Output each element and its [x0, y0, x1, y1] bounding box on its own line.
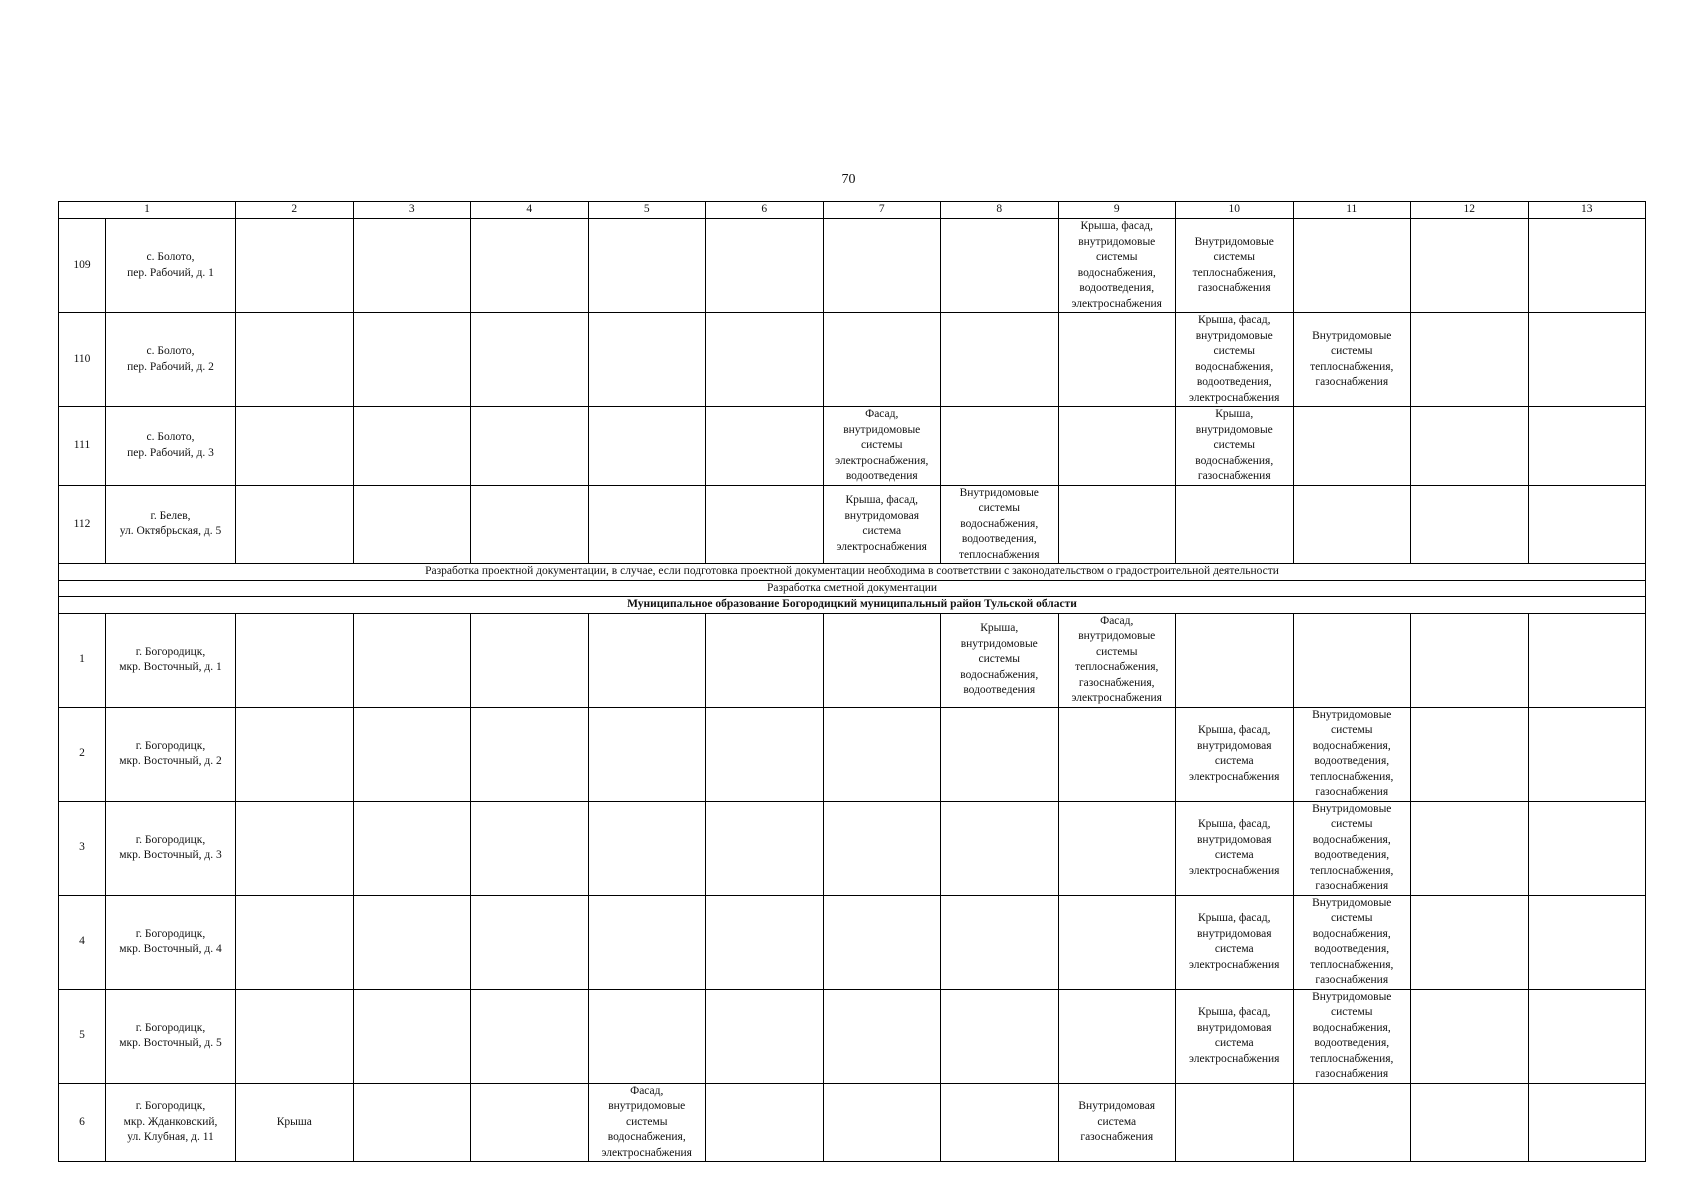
work-cell-col8: [941, 485, 1059, 564]
address-cell: [106, 707, 236, 801]
work-cell-col11: [1293, 407, 1411, 486]
work-cell-col11: [1293, 219, 1411, 313]
cell-text: Внутридомовые системы водоснабжения, водоотведения, теплоснабжения, газоснабжения: [1310, 802, 1394, 892]
work-cell-col11: [1293, 485, 1411, 564]
work-cell-col5: [588, 707, 706, 801]
work-cell-col13: [1528, 313, 1646, 407]
work-cell-col11: [1293, 613, 1411, 707]
address-cell: [106, 801, 236, 895]
work-cell-col6: [706, 407, 824, 486]
work-cell-col9: [1058, 485, 1176, 564]
cell-text: Внутридомовые системы теплоснабжения, газоснабжения: [1192, 235, 1276, 294]
cell-text: Крыша, фасад, внутридомовая система электроснабжения: [1189, 724, 1280, 783]
work-cell-col12: [1411, 707, 1529, 801]
work-cell-col5: [588, 613, 706, 707]
work-cell-col9: [1058, 407, 1176, 486]
work-cell-col3: [353, 313, 471, 407]
row-number-cell: [59, 485, 106, 564]
cell-text: Крыша, внутридомовые системы водоснабжения, газоснабжения: [1195, 408, 1274, 482]
work-cell-col2: [236, 313, 354, 407]
page-number: 70: [841, 172, 856, 187]
column-header: 8: [941, 202, 1059, 219]
address-cell: [106, 219, 236, 313]
work-cell-col4: [471, 407, 589, 486]
work-cell-col7: [823, 485, 941, 564]
work-cell-col6: [706, 801, 824, 895]
work-cell-col13: [1528, 613, 1646, 707]
cell-text: с. Болото, пер. Рабочий, д. 1: [127, 251, 214, 279]
work-cell-col9: [1058, 707, 1176, 801]
row-number-cell: [59, 613, 106, 707]
work-cell-col6: [706, 485, 824, 564]
work-cell-col12: [1411, 613, 1529, 707]
work-cell-col5: [588, 219, 706, 313]
work-cell-col3: [353, 707, 471, 801]
cell-text: г. Богородицк, мкр. Восточный, д. 3: [119, 833, 222, 861]
cell-text: 109: [73, 258, 91, 271]
address-cell: [106, 989, 236, 1083]
work-cell-col8: [941, 801, 1059, 895]
column-header: 2: [236, 202, 354, 219]
work-cell-col2: [236, 707, 354, 801]
work-cell-col3: [353, 989, 471, 1083]
work-cell-col8: [941, 313, 1059, 407]
work-cell-col2: [236, 895, 354, 989]
work-cell-col11: [1293, 801, 1411, 895]
address-cell: [106, 407, 236, 486]
row-number-cell: [59, 707, 106, 801]
section-estimate-docs: Разработка сметной документации: [59, 580, 1646, 597]
work-cell-col7: [823, 895, 941, 989]
row-number-cell: [59, 1083, 106, 1162]
work-cell-col10: [1176, 707, 1294, 801]
cell-text: 2: [79, 747, 85, 760]
work-cell-col4: [471, 989, 589, 1083]
work-cell-col11: [1293, 707, 1411, 801]
work-cell-col5: [588, 407, 706, 486]
column-header: 6: [706, 202, 824, 219]
work-cell-col4: [471, 895, 589, 989]
address-cell: [106, 1083, 236, 1162]
row-number-cell: [59, 895, 106, 989]
cell-text: г. Богородицк, мкр. Восточный, д. 2: [119, 739, 222, 767]
cell-text: Крыша: [276, 1115, 312, 1128]
cell-text: Фасад, внутридомовые системы теплоснабжения, газоснабжения, электроснабжения: [1071, 614, 1162, 704]
work-cell-col3: [353, 219, 471, 313]
work-cell-col13: [1528, 801, 1646, 895]
work-cell-col7: [823, 313, 941, 407]
column-header: 1: [59, 202, 236, 219]
column-header: 3: [353, 202, 471, 219]
column-number-header-row: [59, 202, 1646, 219]
work-cell-col13: [1528, 895, 1646, 989]
work-cell-col7: [823, 707, 941, 801]
table-row: [59, 613, 1646, 707]
table-row: [59, 801, 1646, 895]
work-cell-col5: [588, 485, 706, 564]
row-number-cell: [59, 801, 106, 895]
work-cell-col7: [823, 407, 941, 486]
table-row: [59, 1083, 1646, 1162]
work-cell-col5: [588, 313, 706, 407]
work-cell-col3: [353, 407, 471, 486]
work-cell-col10: [1176, 895, 1294, 989]
table-row: [59, 707, 1646, 801]
cell-text: г. Богородицк, мкр. Восточный, д. 1: [119, 645, 222, 673]
work-cell-col2: [236, 613, 354, 707]
cell-text: г. Белев, ул. Октябрьская, д. 5: [119, 509, 222, 538]
cell-text: Внутридомовые системы водоснабжения, водоотведения, теплоснабжения: [959, 486, 1040, 561]
column-header: 12: [1411, 202, 1529, 219]
address-cell: [106, 895, 236, 989]
work-cell-col10: [1176, 313, 1294, 407]
column-header: 9: [1058, 202, 1176, 219]
cell-text: с. Болото, пер. Рабочий, д. 2: [127, 345, 214, 373]
work-cell-col3: [353, 485, 471, 564]
cell-text: г. Богородицк, мкр. Восточный, д. 4: [119, 927, 222, 955]
cell-text: Фасад, внутридомовые системы водоснабжения, электроснабжения: [601, 1084, 692, 1159]
work-cell-col5: [588, 989, 706, 1083]
section-project-docs: Разработка проектной документации, в случае, если подготовка проектной документации необходима в соответствии с законодательством о градостроительной деятельности: [59, 564, 1646, 581]
section-project-docs-row: [59, 564, 1646, 581]
work-cell-col8: [941, 219, 1059, 313]
work-cell-col12: [1411, 895, 1529, 989]
address-cell: [106, 485, 236, 564]
work-cell-col9: [1058, 1083, 1176, 1162]
table-row: [59, 989, 1646, 1083]
cell-text: г. Богородицк, мкр. Жданковский, ул. Клубная, д. 11: [123, 1100, 218, 1143]
work-cell-col6: [706, 313, 824, 407]
table-row: [59, 313, 1646, 407]
work-cell-col4: [471, 313, 589, 407]
cell-text: Крыша, фасад, внутридомовая система электроснабжения: [1189, 1006, 1280, 1065]
table-row: [59, 485, 1646, 564]
work-cell-col4: [471, 707, 589, 801]
work-cell-col8: [941, 895, 1059, 989]
cell-text: 112: [73, 517, 91, 530]
column-header: 13: [1528, 202, 1646, 219]
table-row: [59, 407, 1646, 486]
work-cell-col10: [1176, 219, 1294, 313]
work-cell-col13: [1528, 1083, 1646, 1162]
work-cell-col13: [1528, 707, 1646, 801]
work-cell-col6: [706, 1083, 824, 1162]
work-cell-col8: [941, 707, 1059, 801]
address-cell: [106, 313, 236, 407]
cell-text: Фасад, внутридомовые системы электроснабжения, водоотведения: [835, 408, 929, 482]
work-cell-col5: [588, 895, 706, 989]
work-cell-col3: [353, 1083, 471, 1162]
cell-text: Крыша, фасад, внутридомовая система электроснабжения: [1189, 912, 1280, 971]
work-cell-col3: [353, 895, 471, 989]
work-cell-col11: [1293, 313, 1411, 407]
table-body: [59, 202, 1646, 1162]
section-estimate-docs-row: [59, 580, 1646, 597]
cell-text: Внутридомовые системы водоснабжения, водоотведения, теплоснабжения, газоснабжения: [1310, 896, 1394, 986]
work-cell-col5: [588, 1083, 706, 1162]
work-cell-col10: [1176, 613, 1294, 707]
repair-schedule-table: [58, 201, 1646, 1162]
column-header: 5: [588, 202, 706, 219]
row-number-cell: [59, 219, 106, 313]
work-cell-col6: [706, 989, 824, 1083]
work-cell-col9: [1058, 613, 1176, 707]
work-cell-col4: [471, 219, 589, 313]
table-row: [59, 895, 1646, 989]
work-cell-col13: [1528, 485, 1646, 564]
work-cell-col9: [1058, 895, 1176, 989]
cell-text: Крыша, фасад, внутридомовая система электроснабжения: [836, 494, 927, 553]
cell-text: Крыша, фасад, внутридомовые системы водоснабжения, водоотведения, электроснабжения: [1189, 314, 1280, 404]
work-cell-col2: [236, 1083, 354, 1162]
work-cell-col12: [1411, 219, 1529, 313]
cell-text: 3: [79, 841, 85, 854]
cell-text: Крыша, фасад, внутридомовая система электроснабжения: [1189, 818, 1280, 877]
work-cell-col12: [1411, 1083, 1529, 1162]
work-cell-col4: [471, 1083, 589, 1162]
work-cell-col7: [823, 219, 941, 313]
work-cell-col2: [236, 485, 354, 564]
municipality-title-row: [59, 597, 1646, 614]
work-cell-col12: [1411, 407, 1529, 486]
work-cell-col6: [706, 707, 824, 801]
work-cell-col10: [1176, 485, 1294, 564]
row-number-cell: [59, 407, 106, 486]
cell-text: Внутридомовые системы водоснабжения, водоотведения, теплоснабжения, газоснабжения: [1310, 990, 1394, 1080]
cell-text: Внутридомовая система газоснабжения: [1078, 1100, 1156, 1143]
cell-text: Внутридомовые системы водоснабжения, водоотведения, теплоснабжения, газоснабжения: [1310, 708, 1394, 798]
address-cell: [106, 613, 236, 707]
work-cell-col12: [1411, 989, 1529, 1083]
work-cell-col13: [1528, 407, 1646, 486]
work-cell-col4: [471, 801, 589, 895]
column-header: 11: [1293, 202, 1411, 219]
work-cell-col2: [236, 219, 354, 313]
work-cell-col10: [1176, 407, 1294, 486]
cell-text: Крыша, внутридомовые системы водоснабжения, водоотведения: [960, 622, 1039, 697]
work-cell-col7: [823, 613, 941, 707]
work-cell-col2: [236, 407, 354, 486]
work-cell-col5: [588, 801, 706, 895]
work-cell-col8: [941, 407, 1059, 486]
work-cell-col6: [706, 895, 824, 989]
work-cell-col9: [1058, 219, 1176, 313]
work-cell-col8: [941, 989, 1059, 1083]
cell-text: 5: [79, 1029, 85, 1042]
work-cell-col12: [1411, 313, 1529, 407]
column-header: 4: [471, 202, 589, 219]
cell-text: 111: [73, 439, 91, 451]
work-cell-col9: [1058, 989, 1176, 1083]
work-cell-col4: [471, 485, 589, 564]
work-cell-col4: [471, 613, 589, 707]
work-cell-col6: [706, 613, 824, 707]
work-cell-col10: [1176, 801, 1294, 895]
work-cell-col13: [1528, 989, 1646, 1083]
work-cell-col2: [236, 801, 354, 895]
work-cell-col10: [1176, 989, 1294, 1083]
work-cell-col10: [1176, 1083, 1294, 1162]
work-cell-col3: [353, 613, 471, 707]
cell-text: Крыша, фасад, внутридомовые системы водоснабжения, водоотведения, электроснабжения: [1071, 220, 1162, 310]
cell-text: 6: [79, 1115, 85, 1128]
work-cell-col8: [941, 1083, 1059, 1162]
column-header: 10: [1176, 202, 1294, 219]
work-cell-col2: [236, 989, 354, 1083]
cell-text: г. Богородицк, мкр. Восточный, д. 5: [119, 1021, 222, 1049]
work-cell-col6: [706, 219, 824, 313]
work-cell-col9: [1058, 801, 1176, 895]
cell-text: 4: [79, 935, 85, 948]
row-number-cell: [59, 313, 106, 407]
work-cell-col9: [1058, 313, 1176, 407]
work-cell-col12: [1411, 801, 1529, 895]
row-number-cell: [59, 989, 106, 1083]
work-cell-col11: [1293, 989, 1411, 1083]
work-cell-col11: [1293, 895, 1411, 989]
cell-text: 110: [73, 352, 91, 365]
work-cell-col3: [353, 801, 471, 895]
work-cell-col7: [823, 1083, 941, 1162]
work-cell-col12: [1411, 485, 1529, 564]
work-cell-col7: [823, 989, 941, 1083]
cell-text: 1: [79, 653, 85, 666]
cell-text: с. Болото, пер. Рабочий, д. 3: [127, 431, 214, 459]
table-row: [59, 219, 1646, 313]
cell-text: Внутридомовые системы теплоснабжения, газоснабжения: [1310, 329, 1394, 388]
work-cell-col7: [823, 801, 941, 895]
work-cell-col13: [1528, 219, 1646, 313]
work-cell-col11: [1293, 1083, 1411, 1162]
work-cell-col8: [941, 613, 1059, 707]
column-header: 7: [823, 202, 941, 219]
municipality-title: Муниципальное образование Богородицкий муниципальный район Тульской области: [59, 597, 1646, 614]
